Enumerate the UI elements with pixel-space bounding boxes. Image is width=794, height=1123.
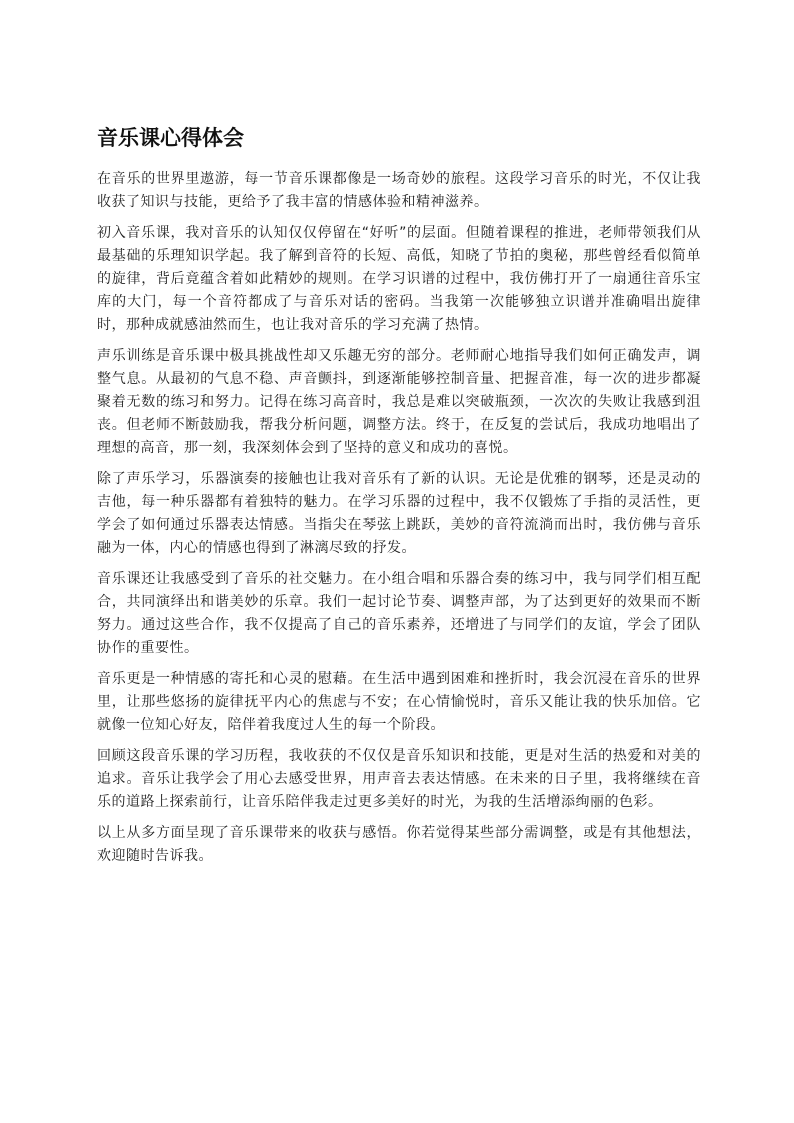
paragraph-vocal-training: 声乐训练是音乐课中极具挑战性却又乐趣无穷的部分。老师耐心地指导我们如何正确发声，调整气息。从最初的气息不稳、声音颤抖，到逐渐能够控制音量、把握音准，每一次的进步都凝聚着无数的练习和努力。记得在练习高音时，我总是难以突破瓶颈，一次次的失败让我感到沮丧。但老师不断鼓励我，帮我分析问题，调整方法。终于，在反复的尝试后，我成功地唱出了理想的高音，那一刻，我深刻体会到了坚持的意义和成功的喜悦。	[97, 348, 701, 456]
document-title: 音乐课心得体会	[97, 126, 244, 150]
paragraph-music-theory: 初入音乐课，我对音乐的认知仅仅停留在“好听”的层面。但随着课程的推进，老师带领我们从最基础的乐理知识学起。我了解到音符的长短、高低，知晓了节拍的奥秘，那些曾经看似简单的旋律，背后竟蕴含着如此精妙的规则。在学习识谱的过程中，我仿佛打开了一扇通往音乐宝库的大门，每一个音符都成了与音乐对话的密码。当我第一次能够独立识谱并准确唱出旋律时，那种成就感油然而生，也让我对音乐的学习充满了热情。	[97, 225, 701, 333]
paragraph-review: 回顾这段音乐课的学习历程，我收获的不仅仅是音乐知识和技能，更是对生活的热爱和对美的追求。音乐让我学会了用心去感受世界，用声音去表达情感。在未来的日子里，我将继续在音乐的道路上探索前行，让音乐陪伴我走过更多美好的时光，为我的生活增添绚丽的色彩。	[97, 748, 701, 810]
paragraph-social: 音乐课还让我感受到了音乐的社交魅力。在小组合唱和乐器合奏的练习中，我与同学们相互配合，共同演绎出和谐美妙的乐章。我们一起讨论节奏、调整声部，为了达到更好的效果而不断努力。通过这些合作，我不仅提高了自己的音乐素养，还增进了与同学们的友谊，学会了团队协作的重要性。	[97, 571, 701, 656]
paragraph-intro: 在音乐的世界里遨游，每一节音乐课都像是一场奇妙的旅程。这段学习音乐的时光，不仅让我收获了知识与技能，更给予了我丰富的情感体验和精神滋养。	[97, 171, 701, 210]
paragraph-closing-note: 以上从多方面呈现了音乐课带来的收获与感悟。你若觉得某些部分需调整，或是有其他想法，欢迎随时告诉我。	[97, 825, 701, 864]
document-body	[97, 118, 701, 876]
paragraph-emotional: 音乐更是一种情感的寄托和心灵的慰藉。在生活中遇到困难和挫折时，我会沉浸在音乐的世界里，让那些悠扬的旋律抚平内心的焦虑与不安；在心情愉悦时，音乐又能让我的快乐加倍。它就像一位知心好友，陪伴着我度过人生的每一个阶段。	[97, 671, 701, 733]
paragraph-instruments: 除了声乐学习，乐器演奏的接触也让我对音乐有了新的认识。无论是优雅的钢琴，还是灵动的吉他，每一种乐器都有着独特的魅力。在学习乐器的过程中，我不仅锻炼了手指的灵活性，更学会了如何通过乐器表达情感。当指尖在琴弦上跳跃，美妙的音符流淌而出时，我仿佛与音乐融为一体，内心的情感也得到了淋漓尽致的抒发。	[97, 471, 701, 556]
